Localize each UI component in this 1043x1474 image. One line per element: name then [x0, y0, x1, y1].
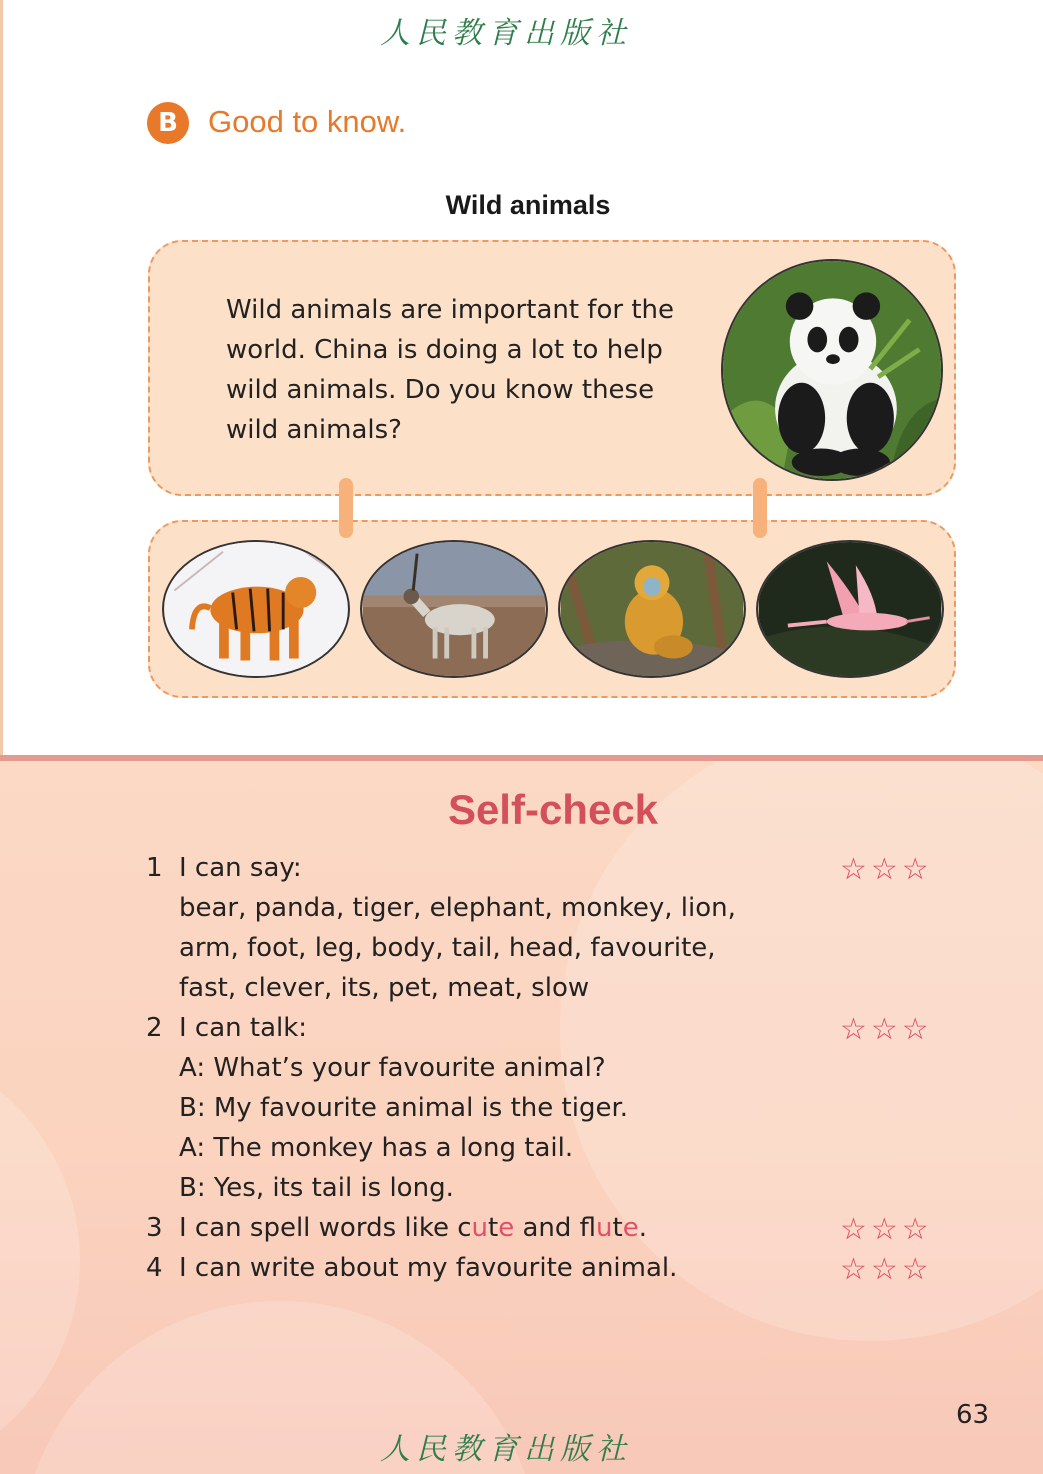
item-line: arm, foot, leg, body, tail, head, favourite, — [179, 933, 716, 963]
page-edge-rule — [0, 0, 3, 755]
text-segment: t — [488, 1213, 499, 1243]
highlighted-letter: e — [498, 1213, 515, 1243]
item-number: 3 — [146, 1213, 163, 1243]
highlighted-letter: u — [596, 1213, 613, 1243]
box-connector-right — [753, 478, 767, 538]
publisher-footer: 人民教育出版社 — [380, 1432, 632, 1467]
golden-monkey-photo — [558, 540, 746, 678]
item-heading: I can talk: — [179, 1013, 308, 1043]
section-title: Good to know. — [208, 104, 407, 139]
item-heading: I can say: — [179, 853, 302, 883]
intro-text: Wild animals are important for the world. China is doing a lot to help wild animals. Do you know these wild animals? — [226, 295, 674, 445]
item-line: B: My favourite animal is the tiger. — [179, 1093, 629, 1123]
section-badge: B — [147, 102, 189, 144]
panda-photo — [721, 259, 943, 481]
item-heading: I can write about my favourite animal. — [179, 1253, 678, 1283]
rating-stars[interactable]: ☆☆☆ — [840, 1212, 933, 1247]
item-number: 4 — [146, 1253, 163, 1283]
item-line: fast, clever, its, pet, meat, slow — [179, 973, 590, 1003]
publisher-header: 人民教育出版社 — [380, 16, 632, 51]
item-number: 1 — [146, 853, 163, 883]
box-connector-left — [339, 478, 353, 538]
rating-stars[interactable]: ☆☆☆ — [840, 1012, 933, 1047]
text-segment: t — [612, 1213, 623, 1243]
tiger-photo — [162, 540, 350, 678]
item-spelling-line — [179, 1208, 647, 1248]
page-number: 63 — [956, 1400, 990, 1430]
item-number: 2 — [146, 1013, 163, 1043]
highlighted-letter: u — [471, 1213, 488, 1243]
rating-stars[interactable]: ☆☆☆ — [840, 852, 933, 887]
item-line: bear, panda, tiger, elephant, monkey, lion, — [179, 893, 736, 923]
ibis-photo — [756, 540, 944, 678]
wild-animals-title: Wild animals — [445, 190, 611, 220]
self-check-title: Self-check — [447, 786, 659, 833]
item-line: A: The monkey has a long tail. — [179, 1133, 574, 1163]
highlighted-letter: e — [622, 1213, 639, 1243]
antelope-photo — [360, 540, 548, 678]
text-segment: and fl — [514, 1213, 597, 1243]
text-segment: I can spell words like c — [179, 1213, 472, 1243]
text-segment: . — [638, 1213, 647, 1243]
rating-stars[interactable]: ☆☆☆ — [840, 1252, 933, 1287]
item-line: B: Yes, its tail is long. — [179, 1173, 454, 1203]
item-line: A: What’s your favourite animal? — [179, 1053, 606, 1083]
